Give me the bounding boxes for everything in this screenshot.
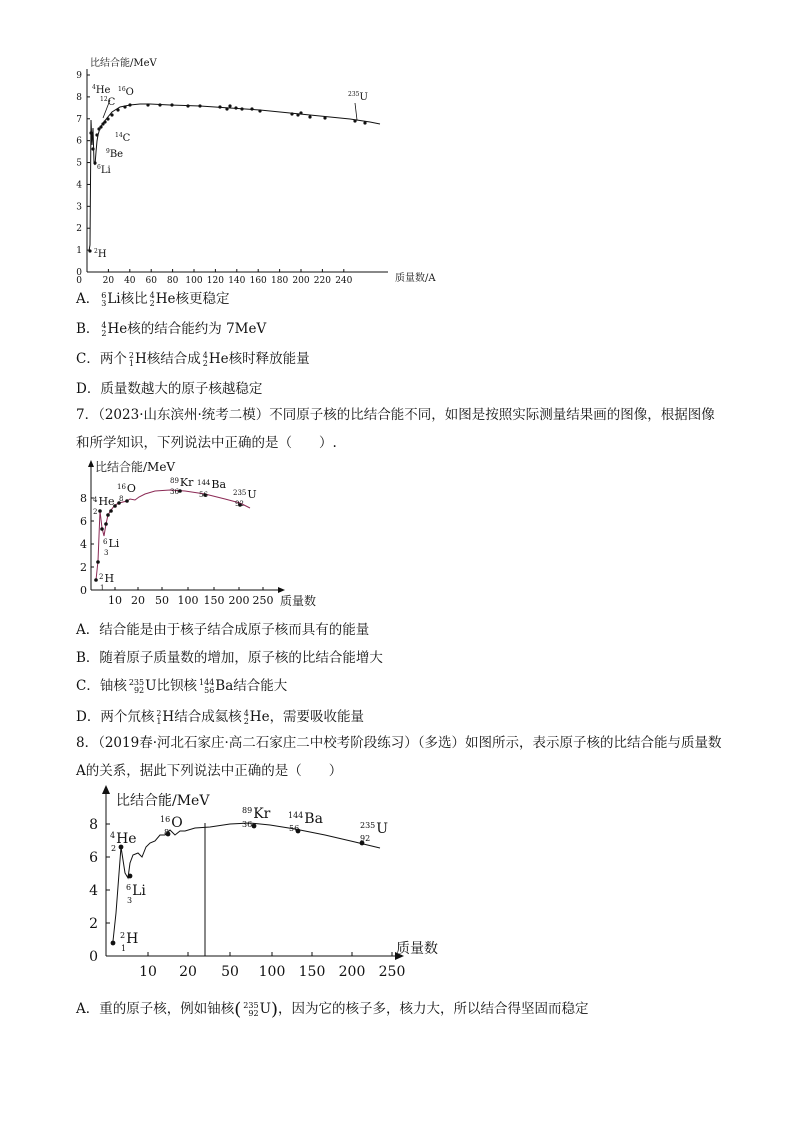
x-tick-label: 200 [338, 964, 366, 980]
isotope-numbers: 4 2 [202, 350, 208, 368]
q7-option-c[interactable] [76, 674, 287, 695]
option-letter: A． [76, 291, 100, 307]
x-tick-label: 80 [166, 276, 179, 286]
label-c14: $^{14}$C [115, 132, 131, 144]
q7-option-a[interactable]: A．结合能是由于核子结合成原子核而具有的能量 [76, 622, 370, 638]
q6-option-a[interactable] [76, 287, 230, 308]
x-tick-label: 180 [271, 276, 289, 286]
isotope-numbers: 235 92 [128, 677, 145, 695]
q7-option-b[interactable]: B．随着原子质量数的增加，原子核的比结合能增大 [76, 650, 383, 666]
y-tick-label: 0 [89, 949, 98, 965]
figure-3-binding-energy-chart [80, 783, 438, 983]
x-axis-label: 质量数 [396, 941, 438, 957]
element-he: He [155, 291, 176, 307]
y-tick-label: 8 [76, 92, 82, 103]
element-li: Li [107, 291, 121, 307]
y-tick-label: 0 [80, 584, 87, 597]
label-h-z: 1 [121, 944, 127, 953]
label-h: $^2$H [99, 572, 115, 585]
text: ，需要吸收能量 [269, 709, 365, 725]
y-axis-label: 比结合能/MeV [90, 58, 157, 69]
label-h2: $^2$H [94, 248, 107, 260]
option-letter: C．两个 [76, 351, 127, 367]
isotope-numbers: 235 92 [243, 1000, 259, 1018]
text: 核比 [120, 291, 148, 307]
x-tick-label: 10 [139, 964, 157, 980]
label-ba: $^{144}$Ba [288, 811, 323, 827]
text: 结合成氦核 [174, 709, 242, 725]
q8-stem: 8．（2019春·河北石家庄·高二石家庄二中校考阶段练习）（多选）如图所示，表示原子核的比结合能与质量数A的关系，据此下列说法中正确的是（ ） [76, 735, 722, 779]
label-u: $^{235}$U [233, 488, 257, 501]
y-axis-arrow [102, 785, 110, 794]
q8-option-a[interactable] [76, 997, 588, 1020]
label-c12: $^{12}$C [100, 96, 116, 108]
isotope-numbers: 2 1 [128, 350, 134, 368]
y-tick-label: 4 [76, 180, 82, 191]
element-he: He [249, 709, 270, 725]
y-tick-label: 2 [76, 224, 82, 235]
q6-option-c[interactable] [76, 347, 310, 368]
text: 核时释放能量 [228, 351, 310, 367]
text: 核更稳定 [175, 291, 230, 307]
element-u: U [259, 1001, 271, 1017]
data-points [88, 103, 366, 252]
option-letter: C．铀核 [76, 678, 127, 694]
y-tick-label: 6 [76, 136, 82, 147]
y-tick-label: 8 [89, 817, 98, 833]
isotope-numbers: 4 2 [243, 708, 249, 726]
y-tick-label: 2 [89, 916, 98, 932]
y-tick-label: 2 [80, 561, 87, 574]
label-o16: $^{16}$O [118, 86, 134, 98]
right-paren: ) [270, 999, 278, 1020]
x-tick-label: 200 [292, 276, 310, 286]
element-h: H [162, 709, 175, 725]
binding-energy-curve [113, 823, 380, 941]
text: ，因为它的核子多，核力大，所以结合得坚固而稳定 [277, 1001, 589, 1017]
label-u-z: 92 [360, 834, 371, 843]
binding-energy-curve [89, 104, 380, 251]
y-tick-label: 0 [76, 268, 82, 278]
y-tick-label: 9 [76, 71, 82, 81]
x-tick-label: 150 [298, 964, 326, 980]
origin-label: 0 [76, 276, 82, 286]
isotope-numbers: 6 3 [101, 290, 107, 308]
x-tick-label: 250 [378, 964, 406, 980]
data-points [111, 824, 365, 946]
label-kr-z: 36 [242, 820, 253, 829]
x-tick-label: 20 [131, 594, 145, 607]
x-tick-label: 40 [124, 276, 136, 286]
x-tick-label: 20 [102, 276, 115, 286]
x-tick-label: 100 [258, 964, 286, 980]
label-ba-z: 56 [199, 491, 208, 499]
label-li: $^6$Li [126, 883, 146, 899]
x-axis-arrow [278, 587, 285, 593]
label-u-z: 92 [235, 500, 244, 508]
q7-option-d[interactable] [76, 705, 364, 726]
label-li-z: 3 [104, 549, 109, 557]
left-paren: ( [234, 999, 242, 1020]
x-tick-label: 100 [185, 276, 203, 286]
x-tick-label: 50 [221, 964, 239, 980]
x-tick-label: 240 [335, 276, 353, 286]
x-axis-label: 质量数/A [395, 273, 436, 284]
option-letter: D．两个氘核 [76, 709, 155, 725]
label-o: $^{16}$O [160, 815, 183, 831]
option-letter: B． [76, 321, 100, 337]
y-axis-arrow [88, 460, 94, 467]
label-li: $^6$Li [103, 537, 120, 550]
q6-option-d[interactable]: D．质量数越大的原子核越稳定 [76, 381, 263, 397]
figure-1-binding-energy-chart [70, 55, 436, 290]
label-be9: $^9$Be [106, 148, 124, 160]
y-tick-label: 6 [89, 850, 98, 866]
label-o-z: 8 [164, 828, 170, 837]
y-tick-label: 1 [76, 246, 82, 257]
isotope-numbers: 4 2 [149, 290, 155, 308]
x-tick-label: 140 [228, 276, 246, 286]
element-u: U [145, 678, 157, 694]
x-tick-label: 20 [179, 964, 197, 980]
y-tick-label: 5 [76, 158, 82, 169]
x-tick-label: 10 [108, 594, 122, 607]
label-kr: $^{89}$Kr [242, 806, 271, 822]
y-axis-label: 比结合能/MeV [116, 793, 210, 809]
label-kr: $^{89}$Kr [170, 476, 194, 489]
label-kr-z: 36 [170, 488, 179, 496]
label-ba: $^{144}$Ba [197, 478, 227, 491]
element-ba: Ba [215, 678, 234, 694]
figure-2-binding-energy-chart [75, 458, 320, 608]
label-he-z: 2 [93, 508, 98, 516]
arrow-u [355, 103, 357, 120]
label-he-z: 2 [111, 844, 117, 853]
isotope-numbers: 144 56 [199, 677, 215, 695]
q7-stem: 7．（2023·山东滨州·统考二模）不同原子核的比结合能不同，如图是按照实际测量结果画的图像，根据图像和所学知识，下列说法中正确的是（ ）. [76, 407, 715, 451]
text: 比钡核 [156, 678, 198, 694]
label-ba-z: 56 [289, 824, 300, 833]
q6-option-b[interactable] [76, 317, 266, 338]
x-tick-label: 50 [155, 594, 169, 607]
isotope-numbers: 4 2 [101, 320, 107, 338]
y-tick-label: 3 [76, 202, 82, 213]
label-he: $^4$He [110, 831, 137, 847]
label-li-z: 3 [127, 896, 133, 905]
y-tick-label: 4 [89, 883, 98, 899]
x-tick-label: 120 [206, 276, 224, 286]
text: 结合能大 [233, 678, 288, 694]
y-tick-label: 6 [80, 515, 87, 528]
x-tick-label: 250 [252, 594, 274, 607]
label-u: $^{235}$U [360, 821, 389, 837]
label-h-z: 1 [100, 584, 105, 592]
x-tick-label: 160 [249, 276, 267, 286]
y-tick-label: 4 [80, 538, 87, 551]
label-o-z: 8 [119, 495, 124, 503]
label-he: $^4$He [92, 84, 111, 96]
option-letter: A．重的原子核，例如铀核 [76, 1001, 235, 1017]
text: 核结合成 [146, 351, 201, 367]
x-tick-label: 200 [228, 594, 250, 607]
y-tick-label: 8 [80, 492, 87, 505]
x-tick-label: 100 [177, 594, 199, 607]
y-tick-label: 7 [76, 114, 82, 125]
label-h: $^2$H [120, 931, 139, 947]
text: 核的结合能约为 7MeV [127, 321, 267, 337]
x-tick-label: 150 [203, 594, 225, 607]
y-axis-label: 比结合能/MeV [95, 460, 176, 474]
isotope-numbers: 2 1 [156, 708, 162, 726]
element-he: He [208, 351, 229, 367]
label-li6: $^6$Li [97, 164, 111, 176]
label-he: $^4$He [93, 495, 115, 508]
label-u235: $^{235}$U [348, 91, 368, 103]
data-points [94, 489, 242, 582]
label-o: $^{16}$O [117, 482, 136, 495]
element-he: He [107, 321, 128, 337]
x-tick-label: 220 [313, 276, 331, 286]
x-axis-label: 质量数 [280, 594, 317, 608]
element-h: H [134, 351, 147, 367]
x-tick-label: 60 [145, 276, 157, 286]
